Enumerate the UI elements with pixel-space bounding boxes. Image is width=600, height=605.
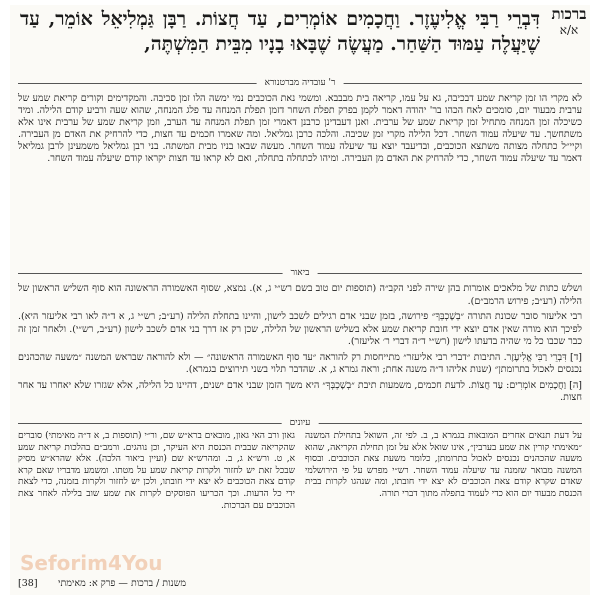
notes-heading: עיונים — [282, 417, 319, 429]
tractate-name: ברכות — [551, 5, 587, 23]
mishnah-text: דִּבְרֵי רַבִּי אֱלִיעֶזֶר. וַחֲכָמִים אוֹמְרִים, עַד חֲצוֹת. רַבָּן גַּמְלִיאֵל אוֹמֵר, עַד שֶׁיַּעֲלֶה עַמּוּד הַשַּׁחַר. מַעֲשֶׂה שֶׁבָּאוּ בָנָיו מִבֵּית הַמִּשְׁתֶּה, — [20, 8, 540, 55]
commentary-divider — [18, 77, 582, 89]
book-page — [10, 5, 590, 595]
biur-paragraph: [ה] וַחֲכָמִים אוֹמְרִים: עַד חֲצוֹת. לדעת חכמים, משמעות תיבת ״בְשָׁכְבְּךָ״ היא משך הזמן שבני אדם ישנים, דהיינו כל הלילה, אלא שגזרו שלא יאחרו עד אחר חצות. — [18, 379, 582, 403]
page-footer — [18, 577, 582, 591]
notes-section — [18, 431, 582, 567]
page-number: [38] — [18, 578, 38, 589]
running-head: משנות / ברכות — פרק א: מאימתי — [58, 578, 186, 589]
biur-paragraph: ושלש כתות של מלאכים אומרות בהן שירה לפני הקב״ה (תוספות יום טוב בשם רש״י ג, א). נמצא, שסוף האשמורה הראשונה הוא סוף השליש הראשון של הלילה (רע״ב; פירוש הרמב״ם). — [18, 283, 582, 307]
notes-column-right: על דעת תנאים אחרים המובאות בגמרא ב, ב. לפי זה, השואל בתחילת המשנה ״מאימתי קורין את שמע בערבין״, אינו שואל אלא על זמן תחילת הקריאה, שהוא משעה שהכהנים נכנסים לאכול בתרומתן, כלומר משעת צאת הכוכבים. ובסוף המשנה מבואר שזמנה עד שיעלה עמוד השחר. רש״י מפרש על פי הירושלמי שאדם שקרא קודם צאת הכוכבים לא יצא ידי חובתו, ומה שנהגו לקרות בבית הכנסת מבעוד יום הוא כדי לעמוד בתפלה מתוך דברי תורה. — [305, 431, 582, 499]
biur-divider — [18, 267, 582, 279]
bartenura-commentary: לא מקרי הו זמן קריאת שמע דבכיבה, גא על עמו, קריאה בית מבבבא. ומשמי נאת הכוכבים נמי ימשה הלו זמן סכיבה. והמקדימים וקורים קריאת שמע של ערבית מבעוד יום, סומכים לאח הכהו בר' יהודה דאמר לקמן בפרק תפלת השחר דזמן תפלת המנחה עד פלג המנחה, שהוא שעה ורביע קודם הלילה. ומיד כשיכלה זמן המנחה מתחיל זמן קריאת שמע של ערבית. ואנן דעבדינן כרבנן דאמרי זמן תפלת המנחה עד הערב, וזמן קריאת שמע של ערבית אינו אלא משתחשך. עד שיעלה עמוד השחר. דכל הלילה מקרי זמן שכיבה. והלכה כרבן גמליאל. ומה שאמרו חכמים עד חצות, כדי להרחיק את האדם מן העבירה. וקיי״ל כתחלה מצותה משתצא הכוכבים, ובדיעבד יוצא עד שיעלה עמוד השחר. מעשה שבאו בניו מבית המשתה. בני רבן גמליאל משמעינן לרבן גמליאל דאמר עד שיעלה עמוד השחר, כדי להרחיק את האדם מן העבירה. ומיהו לכתחלה בתחלה, ואם לא קראו עד חצות יקראו קודם שיעלה עמוד השחר. — [18, 93, 582, 164]
tractate-header — [548, 5, 590, 37]
notes-divider — [18, 417, 582, 429]
folio-number: א/א — [559, 23, 579, 37]
biur-heading: ביאור — [283, 267, 318, 279]
biur-paragraph: [ד] דִּבְרֵי רַבִּי אֱלִיעֶזֶר. התיבות ״דברי רבי אליעזר״ מתייחסות רק להוראה ״עד סוף האשמורה הראשונה״ — ולא להוראה שבראש המשנה ״משעה שהכהנים נכנסים לאכול בתרומתן״ (שנות אליהו ד״ה משנה אחת; וראה גמרא ג, א. שהדבר תלוי בשני תירוצים בגמרא). — [18, 351, 582, 375]
biur-paragraph: רבי אליעזר סובר שכונת התורה ״בְשָׁכְבְּךָ״ פירושה, בזמן שבני אדם רגילים לשכב לישון, והיינו בתחלת הלילה (רע״ב; רש״י ג, א ד״ה לאו רבי אליעזר היא). לפיכך הוא מורה שאין אדם יוצא ידי חובת קריאת שמע אלא בשליש הראשון של הלילה, שכן רק אז דרך בני אדם לשכב לישון (רע״ב, רש״י). ולאחר זמן זה כבר שכבו כל מי שהיה בדעתו לישון (רש״י ד״ה דברי ר׳ אליעזר). — [18, 311, 582, 347]
biur-section — [18, 283, 582, 415]
commentary-heading: ר' עובדיה מברטנורא — [257, 77, 344, 89]
seforim4you-watermark: Seforim4You — [20, 551, 163, 575]
notes-column-left: גאון ורב האי גאון, מובאים ברא״ש שם, ור״י (תוספות ב, א ד״ה מאימתי) סוברים שהקריאה שבבית הכנסת היא העיקר, וכן נוהגים. ורמב״ם בהלכות קריאת שמע א, ט. ורש״א ג, ב. ומהרש״א שם (ועיין ביאור הלכה). אלא שהרא״ש מסיק שבכל זאת יש לחזור ולקרות קריאת שמע על מטתו. ומשמע מדבריו שאם קרא קודם צאת הכוכבים לא יצא ידי חובתו, ולכן יש לחזור ולקרות בזמנה, כדי לצאת ידי כל הדעות. וכך הכריעו הפוסקים לקרות את שמע שוב בלילה לאחר צאת הכוכבים עם הברכות. — [18, 431, 295, 511]
